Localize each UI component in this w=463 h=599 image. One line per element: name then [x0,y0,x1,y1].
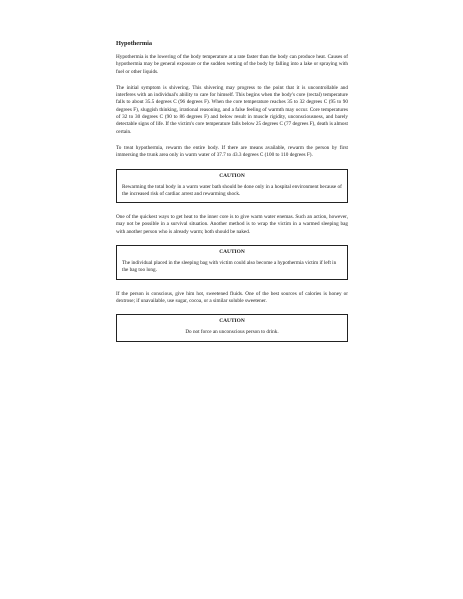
paragraph-enemas: One of the quickest ways to get heat to the inner core is to give warm water enemas. Such an action, however, may not be possible in a survival situation. Another method is to wrap the victim in a warmed sleeping bag with another person who is already warm; both should be naked. [116,214,348,235]
caution-text: The individual placed in the sleeping bag with victim could also become a hypothermia victim if left in the bag too long. [122,260,337,274]
document-content [116,40,348,353]
caution-heading: CAUTION [219,172,245,179]
caution-heading: CAUTION [219,249,245,256]
caution-box-unconscious [116,314,348,341]
caution-text: Rewarming the total body in a warm water bath should be done only in a hospital environment because of the increased risk of cardiac arrest and rewarming shock. [122,183,342,197]
caution-box-sleeping-bag [116,245,348,280]
paragraph-fluids: If the person is conscious, give him hot, sweetened fluids. One of the best sources of calories is honey or dextrose; if unavailable, use sugar, cocoa, or a similar soluble sweetener. [116,290,348,304]
paragraph-symptoms: The initial symptom is shivering. This shivering may progress to the point that it is uncontrollable and interferes with an individual's ability to care for himself. This begins when the body's core (rectal) temperature falls to about 35.5 degrees C (96 degrees F). When the core temperature reaches 35 to 32 degrees C (95 to 90 degrees F), sluggish thinking, irrational reasoning, and a false feeling of warmth may occur. Core temperatures of 32 to 30 degrees C (90 to 86 degrees F) and below result in muscle rigidity, unconsciousness, and barely detectable signs of life. If the victim's core temperature falls below 25 degrees C (77 degrees F), death is almost certain. [116,84,348,135]
caution-heading: CAUTION [219,318,245,325]
caution-text: Do not force an unconscious person to drink. [185,329,279,336]
caution-box-rewarming [116,169,348,204]
paragraph-treatment: To treat hypothermia, rewarm the entire body. If there are means available, rewarm the person by first immersing the trunk area only in warm water of 37.7 to 43.3 degrees C (100 to 110 degrees F). [116,144,348,159]
paragraph-definition: Hypothermia is the lowering of the body temperature at a rate faster than the body can produce heat. Causes of hypothermia may be general exposure or the sudden wetting of the body by falling into a lake or spraying with fuel or other liquids. [116,54,348,75]
section-title: Hypothermia [116,40,153,47]
